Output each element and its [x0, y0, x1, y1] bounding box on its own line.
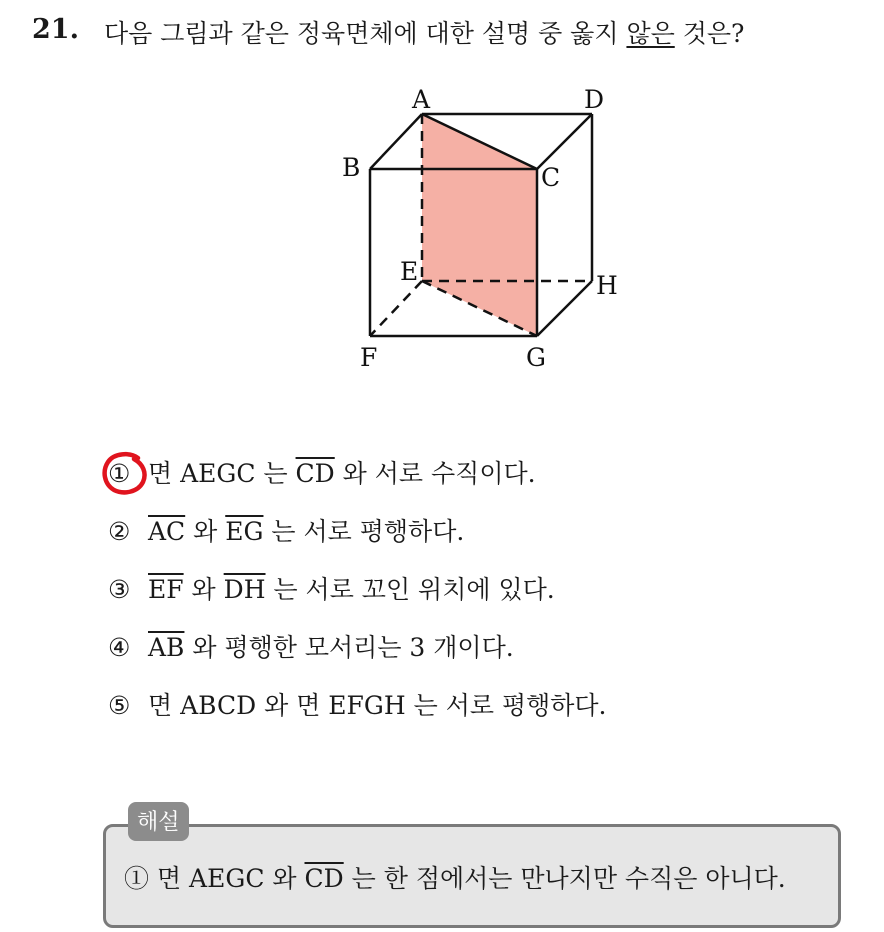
edge-gh: [537, 281, 592, 336]
choice-text: 는 서로 평행하다.: [263, 517, 465, 546]
choice-segment-name: $\overline{CD}$: [295, 459, 335, 488]
edge-dc: [537, 114, 592, 169]
choice-item-4[interactable]: [108, 626, 607, 684]
choice-segment-name: $\overline{EF}$: [148, 575, 184, 604]
choice-item-1[interactable]: [108, 452, 607, 510]
cube-figure: [330, 80, 640, 380]
choice-text: 는 서로 꼬인 위치에 있다.: [265, 575, 555, 604]
explanation-tag: 해설: [128, 802, 189, 841]
question-text-underlined: 않은: [626, 19, 675, 48]
choice-text: 면 ABCD 와 면 EFGH 는 서로 평행하다.: [148, 691, 607, 720]
choice-text: 와: [185, 517, 226, 546]
explanation-text: [124, 859, 786, 895]
choice-segment-name: $\overline{AB}$: [148, 633, 185, 662]
vertex-label-h: H: [596, 271, 618, 300]
shaded-face-aegc: [422, 114, 537, 336]
question-text: [104, 14, 744, 50]
explanation-segment-name: $\overline{CD}$: [304, 864, 344, 893]
question-text-before: 다음 그림과 같은 정육면체에 대한 설명 중 옳지: [104, 19, 627, 48]
vertex-label-e: E: [400, 257, 419, 286]
choice-segment-name: $\overline{EG}$: [225, 517, 264, 546]
edge-ab: [370, 114, 422, 169]
choice-segment-name: $\overline{AC}$: [148, 517, 186, 546]
question-text-after: 것은?: [674, 19, 745, 48]
choice-text: 와 서로 수직이다.: [334, 459, 536, 488]
choice-text: 와 평행한 모서리는 3 개이다.: [184, 633, 514, 662]
vertex-label-f: F: [360, 343, 378, 372]
question-number: 21.: [32, 14, 79, 45]
choice-number: ①: [108, 459, 131, 488]
explanation-text: ① 면 AEGC 와: [124, 864, 305, 893]
choice-number: ②: [108, 517, 131, 546]
vertex-label-g: G: [526, 343, 546, 372]
choice-segment-name: $\overline{DH}$: [223, 575, 266, 604]
edge-ef-hidden: [370, 281, 422, 336]
vertex-label-a: A: [412, 85, 431, 114]
choice-item-5[interactable]: [108, 684, 607, 742]
choice-number: ③: [108, 575, 131, 604]
choice-item-2[interactable]: [108, 510, 607, 568]
choice-text: 면 AEGC 는: [148, 459, 296, 488]
vertex-label-b: B: [342, 153, 361, 182]
choice-text: 와: [183, 575, 224, 604]
choice-number: ④: [108, 633, 131, 662]
choice-item-3[interactable]: [108, 568, 607, 626]
vertex-label-c: C: [541, 163, 561, 192]
vertex-label-d: D: [584, 85, 605, 114]
explanation-text: 는 한 점에서는 만나지만 수직은 아니다.: [343, 864, 786, 893]
choice-number: ⑤: [108, 691, 131, 720]
answer-mark-icon: [100, 450, 150, 496]
choice-list: [108, 452, 607, 742]
